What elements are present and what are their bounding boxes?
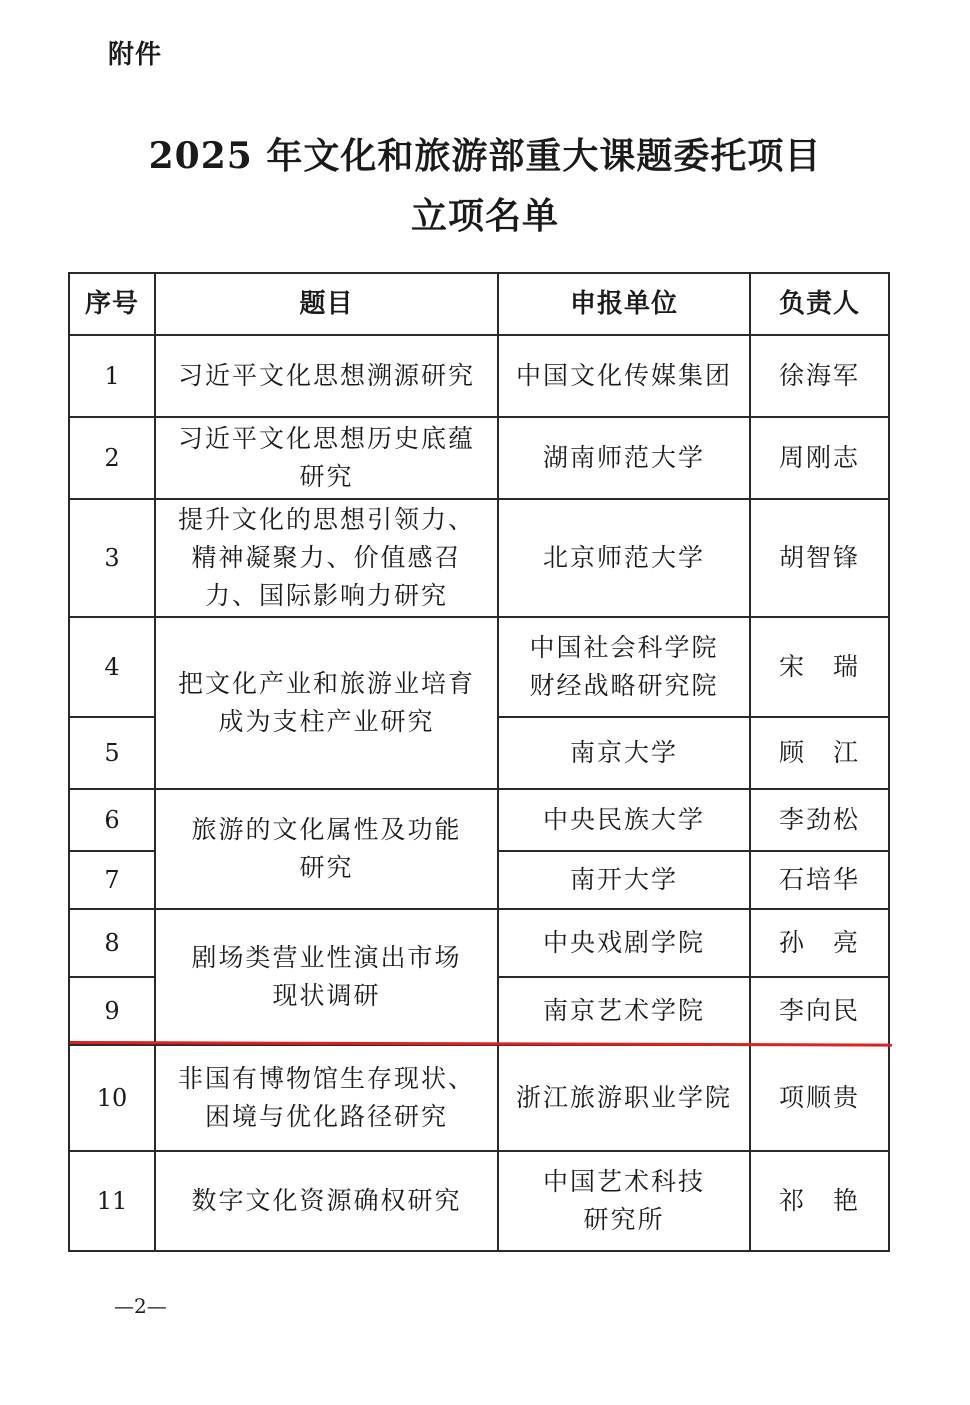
row-no: 9 bbox=[69, 977, 155, 1045]
row-leader: 李向民 bbox=[750, 977, 889, 1045]
row-leader: 徐海军 bbox=[750, 335, 889, 417]
project-list-table bbox=[68, 272, 890, 1252]
row-unit: 中国社会科学院财经战略研究院 bbox=[498, 617, 750, 717]
table-row bbox=[69, 789, 889, 851]
row-unit: 浙江旅游职业学院 bbox=[498, 1045, 750, 1151]
row-leader: 李劲松 bbox=[750, 789, 889, 851]
row-topic: 剧场类营业性演出市场现状调研 bbox=[155, 909, 498, 1045]
table-row bbox=[69, 499, 889, 617]
row-no: 7 bbox=[69, 851, 155, 909]
row-unit: 北京师范大学 bbox=[498, 499, 750, 617]
row-topic: 旅游的文化属性及功能研究 bbox=[155, 789, 498, 909]
row-no: 6 bbox=[69, 789, 155, 851]
row-unit: 中央戏剧学院 bbox=[498, 909, 750, 977]
row-leader: 祁 艳 bbox=[750, 1151, 889, 1251]
table-row bbox=[69, 617, 889, 717]
header-unit: 申报单位 bbox=[498, 273, 750, 335]
row-topic: 把文化产业和旅游业培育成为支柱产业研究 bbox=[155, 617, 498, 789]
row-leader: 周刚志 bbox=[750, 417, 889, 499]
row-leader: 孙 亮 bbox=[750, 909, 889, 977]
table-row bbox=[69, 1151, 889, 1251]
table-header-row bbox=[69, 273, 889, 335]
row-no: 8 bbox=[69, 909, 155, 977]
row-no: 3 bbox=[69, 499, 155, 617]
header-topic: 题目 bbox=[155, 273, 498, 335]
table-row bbox=[69, 417, 889, 499]
page-number: —2— bbox=[114, 1294, 167, 1318]
table-row bbox=[69, 909, 889, 977]
row-topic: 提升文化的思想引领力、精神凝聚力、价值感召力、国际影响力研究 bbox=[155, 499, 498, 617]
row-unit: 南开大学 bbox=[498, 851, 750, 909]
row-no: 10 bbox=[69, 1045, 155, 1151]
row-topic: 习近平文化思想溯源研究 bbox=[155, 335, 498, 417]
header-no: 序号 bbox=[69, 273, 155, 335]
table-row bbox=[69, 335, 889, 417]
document-title: 2025 年文化和旅游部重大课题委托项目 bbox=[148, 135, 822, 177]
row-no: 4 bbox=[69, 617, 155, 717]
table-row bbox=[69, 1045, 889, 1151]
row-no: 5 bbox=[69, 717, 155, 789]
attachment-label: 附件 bbox=[108, 40, 163, 70]
row-topic: 数字文化资源确权研究 bbox=[155, 1151, 498, 1251]
row-unit: 中国文化传媒集团 bbox=[498, 335, 750, 417]
row-leader: 胡智锋 bbox=[750, 499, 889, 617]
row-leader: 宋 瑞 bbox=[750, 617, 889, 717]
row-unit: 中国艺术科技研究所 bbox=[498, 1151, 750, 1251]
row-no: 11 bbox=[69, 1151, 155, 1251]
row-unit: 中央民族大学 bbox=[498, 789, 750, 851]
row-unit: 南京大学 bbox=[498, 717, 750, 789]
row-unit: 湖南师范大学 bbox=[498, 417, 750, 499]
row-topic: 习近平文化思想历史底蕴研究 bbox=[155, 417, 498, 499]
row-unit: 南京艺术学院 bbox=[498, 977, 750, 1045]
row-topic: 非国有博物馆生存现状、困境与优化路径研究 bbox=[155, 1045, 498, 1151]
row-no: 2 bbox=[69, 417, 155, 499]
row-leader: 顾 江 bbox=[750, 717, 889, 789]
row-no: 1 bbox=[69, 335, 155, 417]
document-subtitle: 立项名单 bbox=[410, 195, 559, 237]
header-leader: 负责人 bbox=[750, 273, 889, 335]
row-leader: 项顺贵 bbox=[750, 1045, 889, 1151]
row-leader: 石培华 bbox=[750, 851, 889, 909]
